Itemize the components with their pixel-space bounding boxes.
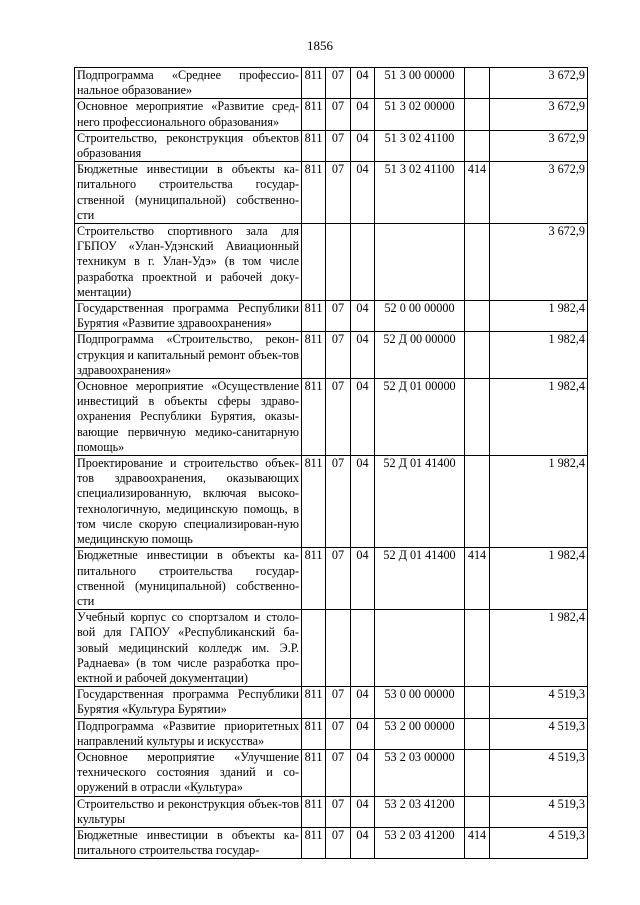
table-row <box>75 332 588 379</box>
table-row <box>75 130 588 161</box>
amount-cell: 4 519,3 <box>490 827 588 858</box>
admin-code-cell <box>302 610 326 687</box>
table-row <box>75 99 588 130</box>
section-code-cell: 07 <box>326 332 351 379</box>
expense-type-cell <box>465 610 490 687</box>
expense-type-cell <box>465 99 490 130</box>
section-code-cell: 07 <box>326 827 351 858</box>
amount-cell: 3 672,9 <box>490 162 588 224</box>
amount-cell: 3 672,9 <box>490 99 588 130</box>
row-name-cell: Основное мероприятие «Улучшение технического состояния зданий и со-оружений в отрасли «Культура» <box>75 749 302 796</box>
subsection-code-cell: 04 <box>351 456 375 548</box>
subsection-code-cell: 04 <box>351 687 375 718</box>
amount-cell: 1 982,4 <box>490 610 588 687</box>
row-name-cell: Государственная программа Республики Бурятия «Культура Бурятии» <box>75 687 302 718</box>
target-article-cell <box>375 224 465 301</box>
row-name-cell: Основное мероприятие «Осуществление инвестиций в объекты сферы здраво-охранения Республики Бурятия, оказы-вающие первичную медико-санитарную помощь» <box>75 379 302 456</box>
subsection-code-cell: 04 <box>351 130 375 161</box>
expense-type-cell <box>465 749 490 796</box>
budget-table <box>74 67 588 859</box>
table-row <box>75 548 588 610</box>
table-row <box>75 456 588 548</box>
admin-code-cell: 811 <box>302 456 326 548</box>
target-article-cell: 51 3 00 00000 <box>375 68 465 99</box>
target-article-cell: 53 2 00 00000 <box>375 718 465 749</box>
amount-cell: 4 519,3 <box>490 749 588 796</box>
subsection-code-cell <box>351 224 375 301</box>
row-name-cell: Подпрограмма «Развитие приоритетных направлений культуры и искусства» <box>75 718 302 749</box>
subsection-code-cell: 04 <box>351 548 375 610</box>
amount-cell: 3 672,9 <box>490 224 588 301</box>
row-name-cell: Государственная программа Республики Бурятия «Развитие здравоохранения» <box>75 301 302 332</box>
target-article-cell: 52 Д 00 00000 <box>375 332 465 379</box>
admin-code-cell: 811 <box>302 548 326 610</box>
target-article-cell: 53 2 03 41200 <box>375 796 465 827</box>
subsection-code-cell: 04 <box>351 162 375 224</box>
subsection-code-cell: 04 <box>351 68 375 99</box>
amount-cell: 4 519,3 <box>490 718 588 749</box>
section-code-cell: 07 <box>326 68 351 99</box>
row-name-cell: Строительство спортивного зала для ГБПОУ «Улан-Удэнский Авиационный техникум в г. Улан-Удэ» (в том числе разработка проектной и рабочей доку-ментации) <box>75 224 302 301</box>
row-name-cell: Учебный корпус со спортзалом и столо-вой для ГАПОУ «Республиканский ба-зовый медицинский колледж им. Э.Р. Раднаева» (в том числе разработка про-ектной и рабочей документации) <box>75 610 302 687</box>
target-article-cell: 51 3 02 41100 <box>375 130 465 161</box>
target-article-cell: 53 0 00 00000 <box>375 687 465 718</box>
admin-code-cell: 811 <box>302 332 326 379</box>
expense-type-cell: 414 <box>465 162 490 224</box>
expense-type-cell <box>465 301 490 332</box>
table-body <box>75 68 588 859</box>
expense-type-cell <box>465 68 490 99</box>
row-name-cell: Подпрограмма «Среднее профессио-нальное образование» <box>75 68 302 99</box>
amount-cell: 1 982,4 <box>490 456 588 548</box>
expense-type-cell <box>465 456 490 548</box>
amount-cell: 4 519,3 <box>490 687 588 718</box>
expense-type-cell: 414 <box>465 827 490 858</box>
target-article-cell: 52 0 00 00000 <box>375 301 465 332</box>
section-code-cell: 07 <box>326 687 351 718</box>
row-name-cell: Проектирование и строительство объек-тов здравоохранения, оказывающих специализированную, включая высоко-технологичную, медицинскую помощь, в том числе скорую специализирован-ную медицинскую помощь <box>75 456 302 548</box>
section-code-cell: 07 <box>326 548 351 610</box>
subsection-code-cell: 04 <box>351 301 375 332</box>
row-name-cell: Бюджетные инвестиции в объекты ка-питального строительства государ-ственной (муниципальной) собственно-сти <box>75 548 302 610</box>
table-row <box>75 610 588 687</box>
admin-code-cell: 811 <box>302 130 326 161</box>
section-code-cell <box>326 224 351 301</box>
admin-code-cell: 811 <box>302 99 326 130</box>
row-name-cell: Строительство, реконструкция объектов образования <box>75 130 302 161</box>
amount-cell: 3 672,9 <box>490 130 588 161</box>
amount-cell: 4 519,3 <box>490 796 588 827</box>
row-name-cell: Подпрограмма «Строительство, рекон-струкция и капитальный ремонт объек-тов здравоохранения» <box>75 332 302 379</box>
table-row <box>75 162 588 224</box>
expense-type-cell: 414 <box>465 548 490 610</box>
table-row <box>75 224 588 301</box>
admin-code-cell: 811 <box>302 687 326 718</box>
admin-code-cell <box>302 224 326 301</box>
expense-type-cell <box>465 718 490 749</box>
admin-code-cell: 811 <box>302 827 326 858</box>
target-article-cell: 52 Д 01 41400 <box>375 548 465 610</box>
row-name-cell: Строительство и реконструкция объек-тов культуры <box>75 796 302 827</box>
expense-type-cell <box>465 224 490 301</box>
section-code-cell: 07 <box>326 301 351 332</box>
section-code-cell: 07 <box>326 130 351 161</box>
expense-type-cell <box>465 130 490 161</box>
table-row <box>75 687 588 718</box>
target-article-cell: 53 2 03 00000 <box>375 749 465 796</box>
admin-code-cell: 811 <box>302 379 326 456</box>
subsection-code-cell: 04 <box>351 796 375 827</box>
table-row <box>75 796 588 827</box>
section-code-cell: 07 <box>326 749 351 796</box>
expense-type-cell <box>465 379 490 456</box>
table-row <box>75 827 588 858</box>
target-article-cell <box>375 610 465 687</box>
admin-code-cell: 811 <box>302 796 326 827</box>
admin-code-cell: 811 <box>302 749 326 796</box>
table-row <box>75 301 588 332</box>
target-article-cell: 53 2 03 41200 <box>375 827 465 858</box>
amount-cell: 3 672,9 <box>490 68 588 99</box>
subsection-code-cell: 04 <box>351 749 375 796</box>
subsection-code-cell: 04 <box>351 718 375 749</box>
row-name-cell: Основное мероприятие «Развитие сред-него профессионального образования» <box>75 99 302 130</box>
row-name-cell: Бюджетные инвестиции в объекты ка-питального строительства государ-ственной (муниципальной) собственно-сти <box>75 162 302 224</box>
section-code-cell: 07 <box>326 99 351 130</box>
section-code-cell: 07 <box>326 718 351 749</box>
target-article-cell: 52 Д 01 41400 <box>375 456 465 548</box>
expense-type-cell <box>465 687 490 718</box>
section-code-cell <box>326 610 351 687</box>
admin-code-cell: 811 <box>302 68 326 99</box>
amount-cell: 1 982,4 <box>490 379 588 456</box>
target-article-cell: 51 3 02 41100 <box>375 162 465 224</box>
subsection-code-cell: 04 <box>351 827 375 858</box>
section-code-cell: 07 <box>326 379 351 456</box>
admin-code-cell: 811 <box>302 718 326 749</box>
section-code-cell: 07 <box>326 162 351 224</box>
expense-type-cell <box>465 332 490 379</box>
expense-type-cell <box>465 796 490 827</box>
amount-cell: 1 982,4 <box>490 301 588 332</box>
page-number: 1856 <box>307 38 333 53</box>
subsection-code-cell: 04 <box>351 332 375 379</box>
target-article-cell: 52 Д 01 00000 <box>375 379 465 456</box>
amount-cell: 1 982,4 <box>490 332 588 379</box>
subsection-code-cell: 04 <box>351 379 375 456</box>
row-name-cell: Бюджетные инвестиции в объекты ка-питального строительства государ- <box>75 827 302 858</box>
section-code-cell: 07 <box>326 456 351 548</box>
target-article-cell: 51 3 02 00000 <box>375 99 465 130</box>
table-row <box>75 379 588 456</box>
subsection-code-cell <box>351 610 375 687</box>
section-code-cell: 07 <box>326 796 351 827</box>
amount-cell: 1 982,4 <box>490 548 588 610</box>
table-row <box>75 718 588 749</box>
subsection-code-cell: 04 <box>351 99 375 130</box>
table-row <box>75 749 588 796</box>
admin-code-cell: 811 <box>302 301 326 332</box>
table-row <box>75 68 588 99</box>
admin-code-cell: 811 <box>302 162 326 224</box>
